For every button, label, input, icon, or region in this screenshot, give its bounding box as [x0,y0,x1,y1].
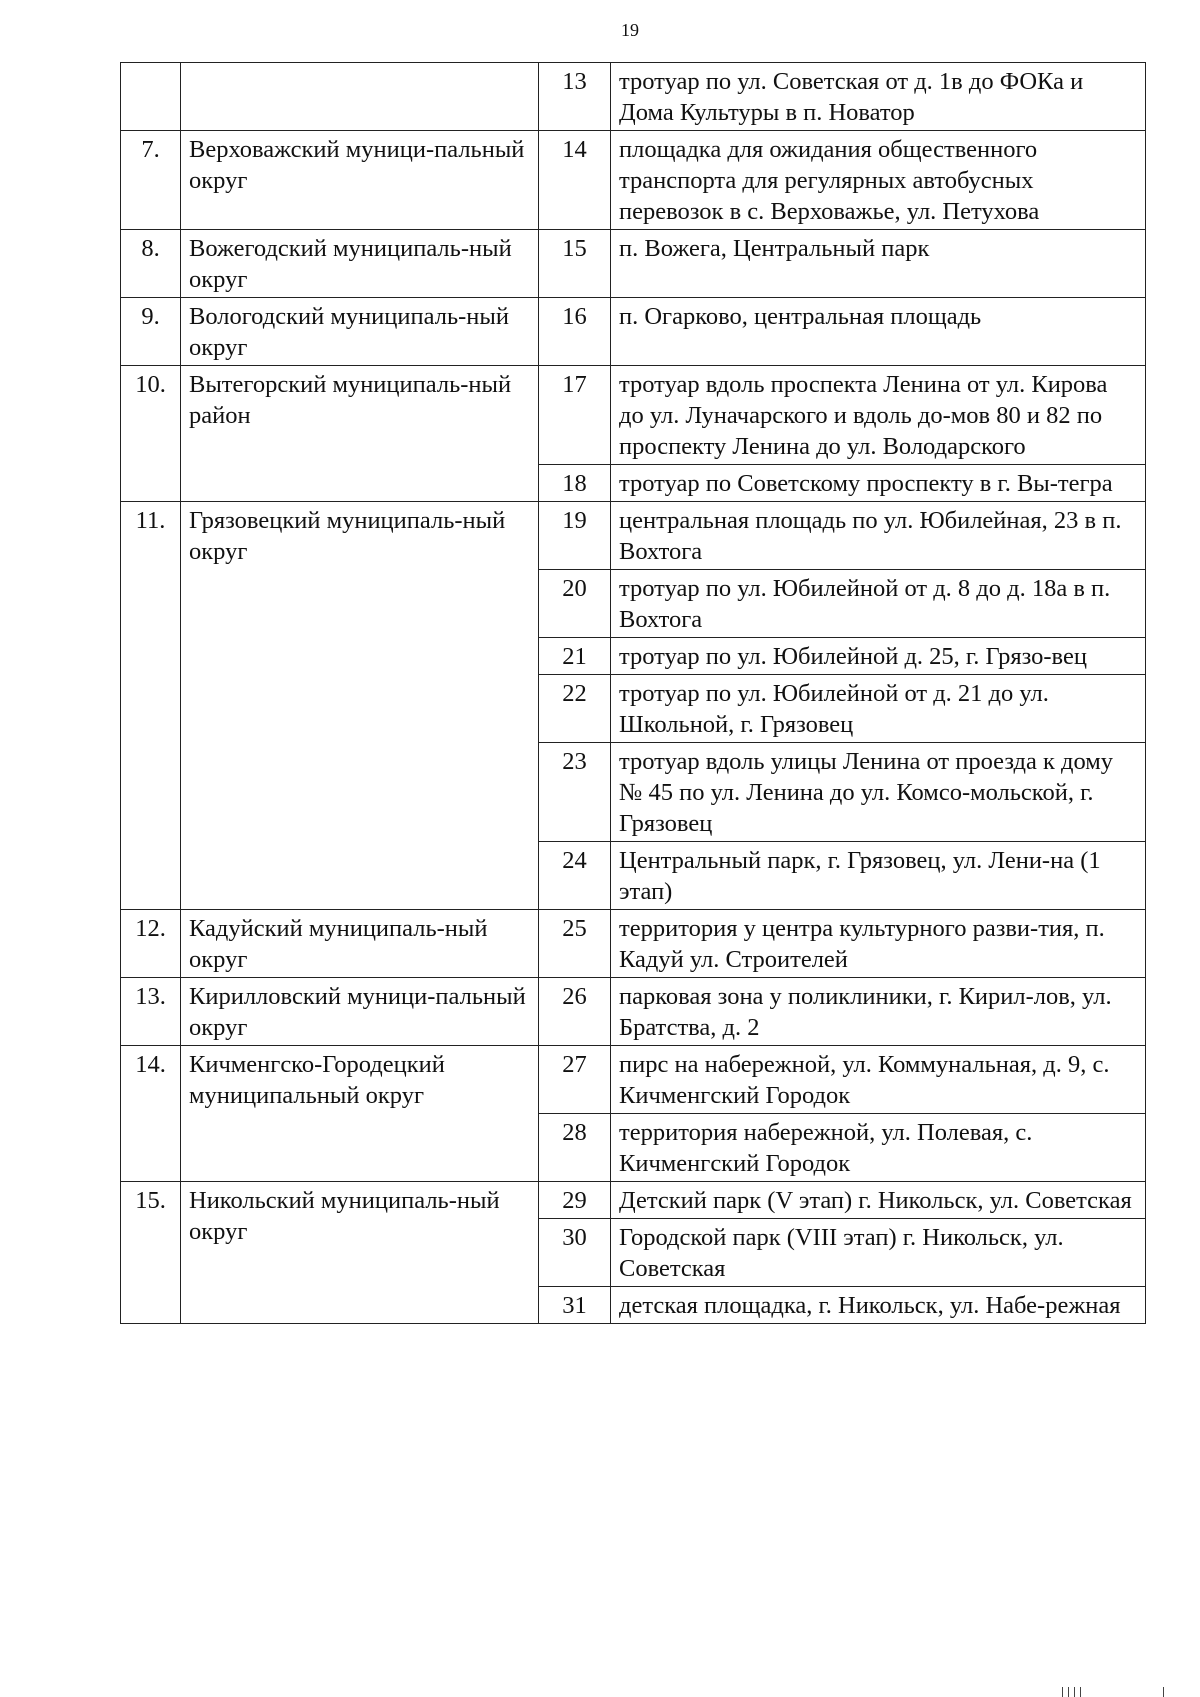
table-row [121,1046,1146,1114]
district-name-cell: Никольский муниципаль-ный округ [181,1182,539,1324]
object-description-cell: тротуар по ул. Юбилейной д. 25, г. Грязо-вец [611,638,1146,675]
district-name-cell [181,63,539,131]
object-description-cell: тротуар по Советскому проспекту в г. Вы-тегра [611,465,1146,502]
object-description-cell: центральная площадь по ул. Юбилейная, 23 в п. Вохтога [611,502,1146,570]
table-row [121,230,1146,298]
scan-edge-marks [0,1683,1200,1697]
object-number-cell: 20 [539,570,611,638]
object-number-cell: 14 [539,131,611,230]
object-number-cell: 18 [539,465,611,502]
object-description-cell: тротуар вдоль проспекта Ленина от ул. Кирова до ул. Луначарского и вдоль до-мов 80 и 82 по проспекту Ленина до ул. Володарского [611,366,1146,465]
object-number-cell: 31 [539,1287,611,1324]
district-name-cell: Кадуйский муниципаль-ный округ [181,910,539,978]
objects-table [120,62,1146,1324]
object-number-cell: 26 [539,978,611,1046]
table-row [121,131,1146,230]
object-number-cell: 25 [539,910,611,978]
district-name-cell: Грязовецкий муниципаль-ный округ [181,502,539,910]
object-number-cell: 30 [539,1219,611,1287]
district-name-cell: Верховажский муници-пальный округ [181,131,539,230]
row-number-cell: 10. [121,366,181,502]
object-number-cell: 21 [539,638,611,675]
row-number-cell: 14. [121,1046,181,1182]
object-description-cell: территория у центра культурного разви-тия, п. Кадуй ул. Строителей [611,910,1146,978]
table-row [121,366,1146,465]
object-number-cell: 16 [539,298,611,366]
object-description-cell: Детский парк (V этап) г. Никольск, ул. Советская [611,1182,1146,1219]
page-number: 19 [621,20,639,40]
object-description-cell: пирс на набережной, ул. Коммунальная, д. 9, с. Кичменгский Городок [611,1046,1146,1114]
object-number-cell: 29 [539,1182,611,1219]
district-name-cell: Кичменгско-Городецкий муниципальный округ [181,1046,539,1182]
object-number-cell: 28 [539,1114,611,1182]
table-row [121,910,1146,978]
object-number-cell: 27 [539,1046,611,1114]
object-number-cell: 23 [539,743,611,842]
object-description-cell: тротуар по ул. Советская от д. 1в до ФОКа и Дома Культуры в п. Новатор [611,63,1146,131]
district-name-cell: Вытегорский муниципаль-ный район [181,366,539,502]
row-number-cell: 15. [121,1182,181,1324]
object-description-cell: тротуар по ул. Юбилейной от д. 8 до д. 18а в п. Вохтога [611,570,1146,638]
object-description-cell: территория набережной, ул. Полевая, с. Кичменгский Городок [611,1114,1146,1182]
table-row [121,63,1146,131]
object-number-cell: 13 [539,63,611,131]
table-row [121,502,1146,570]
objects-table-body [121,63,1146,1324]
object-description-cell: Городской парк (VIII этап) г. Никольск, ул. Советская [611,1219,1146,1287]
row-number-cell [121,63,181,131]
district-name-cell: Вологодский муниципаль-ный округ [181,298,539,366]
object-description-cell: тротуар вдоль улицы Ленина от проезда к дому № 45 по ул. Ленина до ул. Комсо-мольской, г. Грязовец [611,743,1146,842]
object-description-cell: площадка для ожидания общественного транспорта для регулярных автобусных перевозок в с. Верховажье, ул. Петухова [611,131,1146,230]
row-number-cell: 11. [121,502,181,910]
table-row [121,978,1146,1046]
row-number-cell: 8. [121,230,181,298]
object-number-cell: 24 [539,842,611,910]
object-number-cell: 15 [539,230,611,298]
object-number-cell: 17 [539,366,611,465]
table-row [121,1182,1146,1219]
object-description-cell: Центральный парк, г. Грязовец, ул. Лени-на (1 этап) [611,842,1146,910]
object-number-cell: 22 [539,675,611,743]
district-name-cell: Вожегодский муниципаль-ный округ [181,230,539,298]
object-description-cell: тротуар по ул. Юбилейной от д. 21 до ул. Школьной, г. Грязовец [611,675,1146,743]
object-description-cell: п. Огарково, центральная площадь [611,298,1146,366]
object-description-cell: п. Вожега, Центральный парк [611,230,1146,298]
object-number-cell: 19 [539,502,611,570]
object-description-cell: парковая зона у поликлиники, г. Кирил-лов, ул. Братства, д. 2 [611,978,1146,1046]
row-number-cell: 9. [121,298,181,366]
row-number-cell: 12. [121,910,181,978]
object-description-cell: детская площадка, г. Никольск, ул. Набе-режная [611,1287,1146,1324]
district-name-cell: Кирилловский муници-пальный округ [181,978,539,1046]
row-number-cell: 7. [121,131,181,230]
row-number-cell: 13. [121,978,181,1046]
table-row [121,298,1146,366]
